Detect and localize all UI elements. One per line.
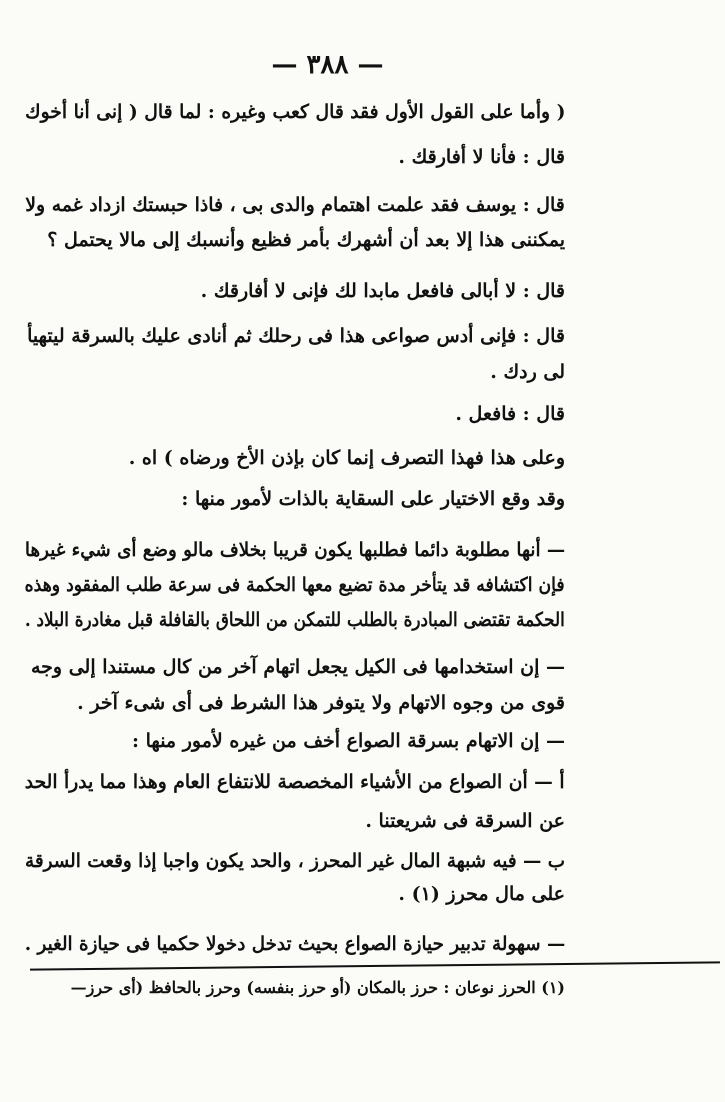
- text-line: أ — أن الصواع من الأشياء المخصصة للانتفاع العام وهذا مما يدرأ الحد: [25, 771, 565, 793]
- text-line: ب — فيه شبهة المال غير المحرز ، والحد يكون واجبا إذا وقعت السرقة: [24, 850, 565, 872]
- text-line: لى ردك .: [490, 361, 565, 383]
- text-line: قال : لا أبالى فافعل مابدا لك فإنى لا أفارقك .: [200, 280, 565, 302]
- text-line: قال : فأنا لا أفارقك .: [398, 146, 565, 168]
- text-line: — سهولة تدبير حيازة الصواع بحيث تدخل دخولا حكميا فى حيازة الغير .: [24, 933, 565, 955]
- text-line: — أنها مطلوبة دائما فطلبها يكون قريبا بخلاف مالو وضع أى شيء غيرها: [24, 539, 565, 561]
- text-line: يمكننى هذا إلا بعد أن أشهرك بأمر فظيع وأنسبك إلى مالا يحتمل ؟: [47, 229, 565, 251]
- text-line: — إن استخدامها فى الكيل يجعل اتهام آخر من كال مستندا إلى وجه: [30, 656, 565, 678]
- text-line: وعلى هذا فهذا التصرف إنما كان بإذن الأخ ورضاه ) اه .: [128, 447, 565, 469]
- footnote: (١) الحرز نوعان : حرز بالمكان (أو حرز بنفسه) وحرز بالحافظ (أى حرز—: [70, 978, 565, 997]
- text-line: الحكمة تقتضى المبادرة بالطلب للتمكن من اللحاق بالقافلة قبل مغادرة البلاد .: [25, 609, 565, 631]
- text-line: قال : يوسف فقد علمت اهتمام والدى بى ، فاذا حبستك ازداد غمه ولا: [25, 194, 565, 216]
- text-line: عن السرقة فى شريعتنا .: [365, 810, 565, 832]
- text-line: وقد وقع الاختيار على السقاية بالذات لأمور منها :: [181, 488, 565, 510]
- text-line: على مال محرز (١) .: [398, 883, 565, 905]
- page-number: — ٣٨٨ —: [271, 50, 384, 80]
- text-line: فإن اكتشافه قد يتأخر مدة تضيع معها الحكمة فى سرعة طلب المفقود وهذه: [25, 574, 565, 596]
- text-line: قوى من وجوه الاتهام ولا يتوفر هذا الشرط فى أى شىء آخر .: [77, 692, 565, 714]
- text-line: قال : فإنى أدس صواعى هذا فى رحلك ثم أنادى عليك بالسرقة ليتهيأ: [27, 325, 565, 347]
- text-line: قال : فافعل .: [455, 403, 565, 425]
- text-line: — إن الاتهام بسرقة الصواع أخف من غيره لأمور منها :: [132, 730, 565, 752]
- text-line: ( وأما على القول الأول فقد قال كعب وغيره : لما قال ( إنى أنا أخوك: [24, 101, 565, 123]
- footnote-divider: [30, 961, 720, 970]
